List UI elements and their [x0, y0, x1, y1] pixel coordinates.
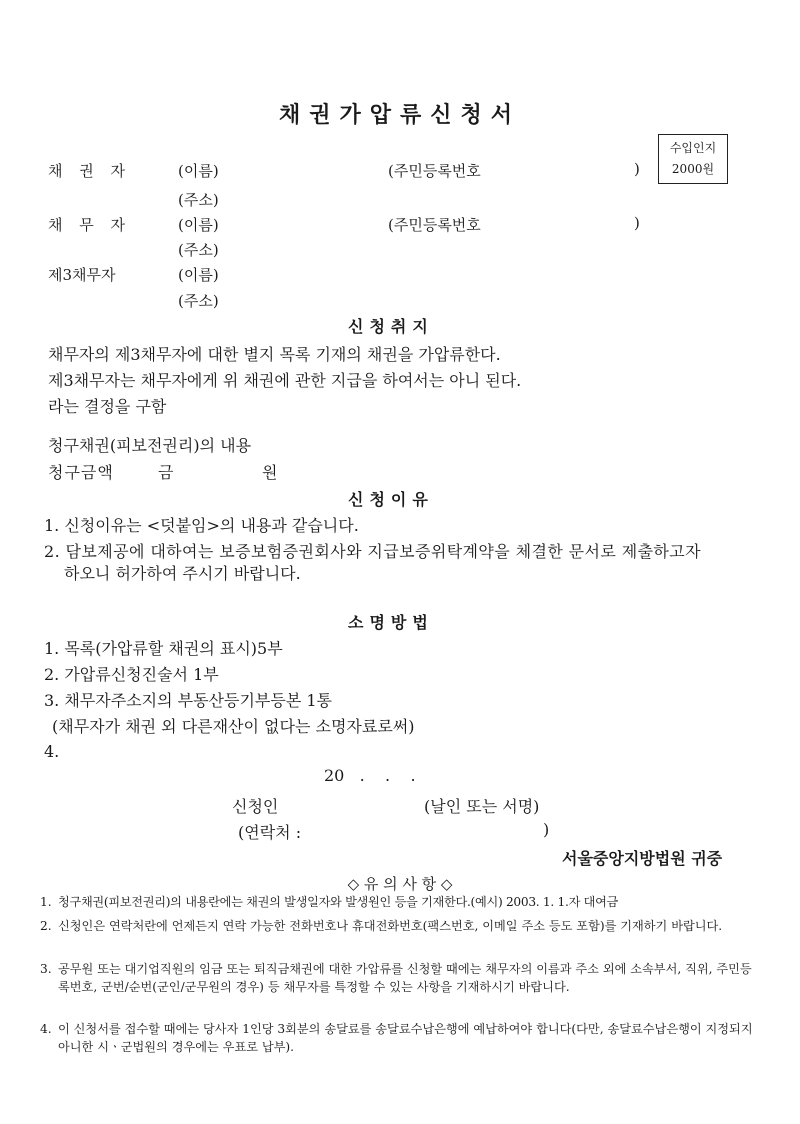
- date-field[interactable]: 20 . . .: [324, 766, 416, 785]
- third-debtor-label: 제3채무자: [48, 266, 116, 284]
- claim-amount-unit: 원: [262, 463, 278, 482]
- note-4-number: 4.: [40, 1022, 52, 1036]
- evidence-item-2: 2. 가압류신청진술서 1부: [44, 665, 219, 684]
- third-debtor-name-field[interactable]: (이름): [178, 266, 219, 284]
- note-2-text: 신청인은 연락처란에 언제든지 연락 가능한 전화번호나 휴대전화번호(팩스번호, 이메일 주소 등도 포함)를 기재하기 바랍니다.: [58, 919, 723, 933]
- debtor-rrn-close: ): [634, 214, 640, 232]
- notes-heading: ◇ 유 의 사 항 ◇: [347, 875, 453, 893]
- debtor-label: 채 무 자: [48, 216, 132, 234]
- purpose-heading: 신청취지: [348, 317, 434, 336]
- creditor-name-field[interactable]: (이름): [178, 162, 219, 180]
- evidence-item-4: 4.: [44, 742, 60, 761]
- revenue-stamp-box: [658, 134, 728, 184]
- note-2-number: 2.: [40, 919, 52, 933]
- note-item-4: [40, 1020, 756, 1056]
- evidence-item-3: 3. 채무자주소지의 부동산등기부등본 1통: [44, 691, 332, 710]
- debtor-rrn-field[interactable]: (주민등록번호: [388, 216, 481, 234]
- document-title: 채권가압류신청서: [278, 102, 522, 128]
- evidence-note: (채무자가 채권 외 다른재산이 없다는 소명자료로써): [52, 717, 415, 736]
- note-1-text: 청구채권(피보전권리)의 내용란에는 채권의 발생일자와 발생원인 등을 기재한다.(예시) 2003. 1. 1.자 대여금: [58, 895, 619, 909]
- purpose-line-1: 채무자의 제3채무자에 대한 별지 목록 기재의 채권을 가압류한다.: [48, 345, 501, 364]
- debtor-address-field[interactable]: (주소): [178, 241, 219, 259]
- creditor-address-field[interactable]: (주소): [178, 191, 219, 209]
- note-3-number: 3.: [40, 962, 52, 976]
- reason-item-2: 2. 담보제공에 대하여는 보증보험증권회사와 지급보증위탁계약을 체결한 문서로 제출하고자: [44, 542, 701, 561]
- court-name: 서울중앙지방법원 귀중: [562, 849, 723, 868]
- claim-content-label: 청구채권(피보전권리)의 내용: [48, 436, 252, 455]
- reason-heading: 신청이유: [348, 490, 434, 509]
- note-item-2: [40, 917, 756, 935]
- note-3-text: 공무원 또는 대기업직원의 임금 또는 퇴직금채권에 대한 가압류를 신청할 때에는 채무자의 이름과 주소 외에 소속부서, 직위, 주민등록번호, 군번/순번(군인/군무원의 경우) 등 채무자를 특정할 수 있는 사항을 기재하시기 바랍니다.: [58, 962, 752, 994]
- stamp-amount: 2000원: [671, 162, 715, 176]
- third-debtor-address-field[interactable]: (주소): [178, 292, 219, 310]
- stamp-label: 수입인지: [669, 141, 717, 155]
- purpose-line-2: 제3채무자는 채무자에게 위 채권에 관한 지급을 하여서는 아니 된다.: [48, 371, 522, 390]
- debtor-name-field[interactable]: (이름): [178, 216, 219, 234]
- contact-field[interactable]: (연락처 :: [238, 823, 302, 842]
- claim-amount-label: 청구금액: [48, 463, 114, 482]
- creditor-rrn-field[interactable]: (주민등록번호: [388, 162, 481, 180]
- evidence-item-1: 1. 목록(가압류할 채권의 표시)5부: [44, 639, 283, 658]
- creditor-rrn-close: ): [634, 160, 640, 178]
- purpose-line-3: 라는 결정을 구함: [48, 397, 167, 416]
- seal-or-signature[interactable]: (날인 또는 서명): [424, 797, 540, 816]
- note-4-text: 이 신청서를 접수할 때에는 당사자 1인당 3회분의 송달료를 송달료수납은행에 예납하여야 합니다(다만, 송달료수납은행이 지정되지 아니한 시ㆍ군법원의 경우에는 우표로 납부).: [58, 1022, 753, 1054]
- creditor-label: 채 권 자: [48, 162, 132, 180]
- note-item-3: [40, 960, 756, 996]
- note-item-1: [40, 893, 756, 911]
- claim-amount-prefix: 금: [158, 463, 174, 482]
- reason-item-1: 1. 신청이유는 <덧붙임>의 내용과 같습니다.: [44, 516, 359, 535]
- reason-item-2-cont: 하오니 허가하여 주시기 바랍니다.: [64, 564, 301, 583]
- note-1-number: 1.: [40, 895, 52, 909]
- applicant-label: 신청인: [232, 797, 279, 816]
- contact-close: ): [543, 820, 550, 839]
- evidence-heading: 소명방법: [348, 613, 434, 632]
